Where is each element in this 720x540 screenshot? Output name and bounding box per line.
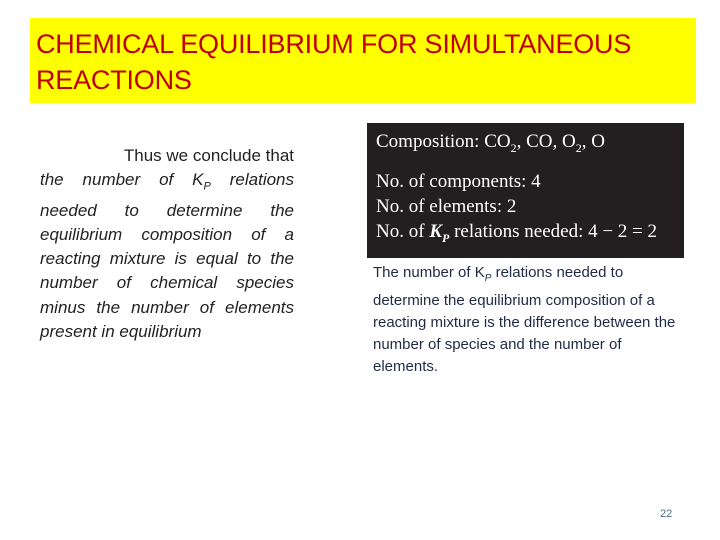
composition-row: Composition: $CO_2$, CO, $O_2$, O xyxy=(376,131,605,155)
slide-title xyxy=(36,26,696,98)
species-1: CO xyxy=(484,131,511,152)
species-4: O xyxy=(591,131,605,152)
page-number: 22 xyxy=(660,508,673,520)
species-2: CO xyxy=(526,131,553,152)
paragraph-first-line: Thus we conclude that xyxy=(123,146,294,165)
kp-subscript: P xyxy=(442,230,450,245)
components-row: No. of components: 4 xyxy=(376,171,541,192)
figure-caption xyxy=(373,262,688,378)
composition-box xyxy=(367,123,684,258)
kp-row-pre: No. of xyxy=(376,221,430,242)
kp-relations-row xyxy=(376,221,657,246)
caption-subscript: P xyxy=(484,273,492,284)
elements-row: No. of elements: 2 xyxy=(376,196,517,217)
kp-symbol: K xyxy=(429,221,442,242)
paragraph-text-pre: the number of K xyxy=(40,170,204,190)
species-3-sub: 2 xyxy=(575,140,582,155)
species-3: O xyxy=(562,131,576,152)
paragraph-text-post: relations needed to determine the equilibrium composition of a reacting mixture is equal to the number of chemical species minus the number of elements present in equilibrium xyxy=(40,170,294,341)
title-line-1: CHEMICAL EQUILIBRIUM FOR SIMULTANEOUS xyxy=(36,29,632,59)
title-banner xyxy=(30,18,696,103)
paragraph-subscript: P xyxy=(203,180,211,193)
composition-label: Composition: xyxy=(376,131,485,152)
caption-pre: The number of K xyxy=(373,264,485,281)
caption-post: relations needed to determine the equilibrium composition of a reacting mixture is the difference between the number of species and the number of elements. xyxy=(373,264,676,375)
title-line-2: REACTIONS xyxy=(36,65,192,95)
conclusion-paragraph xyxy=(40,144,294,344)
kp-row-post: relations needed: 4 − 2 = 2 xyxy=(449,221,658,242)
species-1-sub: 2 xyxy=(510,140,517,155)
